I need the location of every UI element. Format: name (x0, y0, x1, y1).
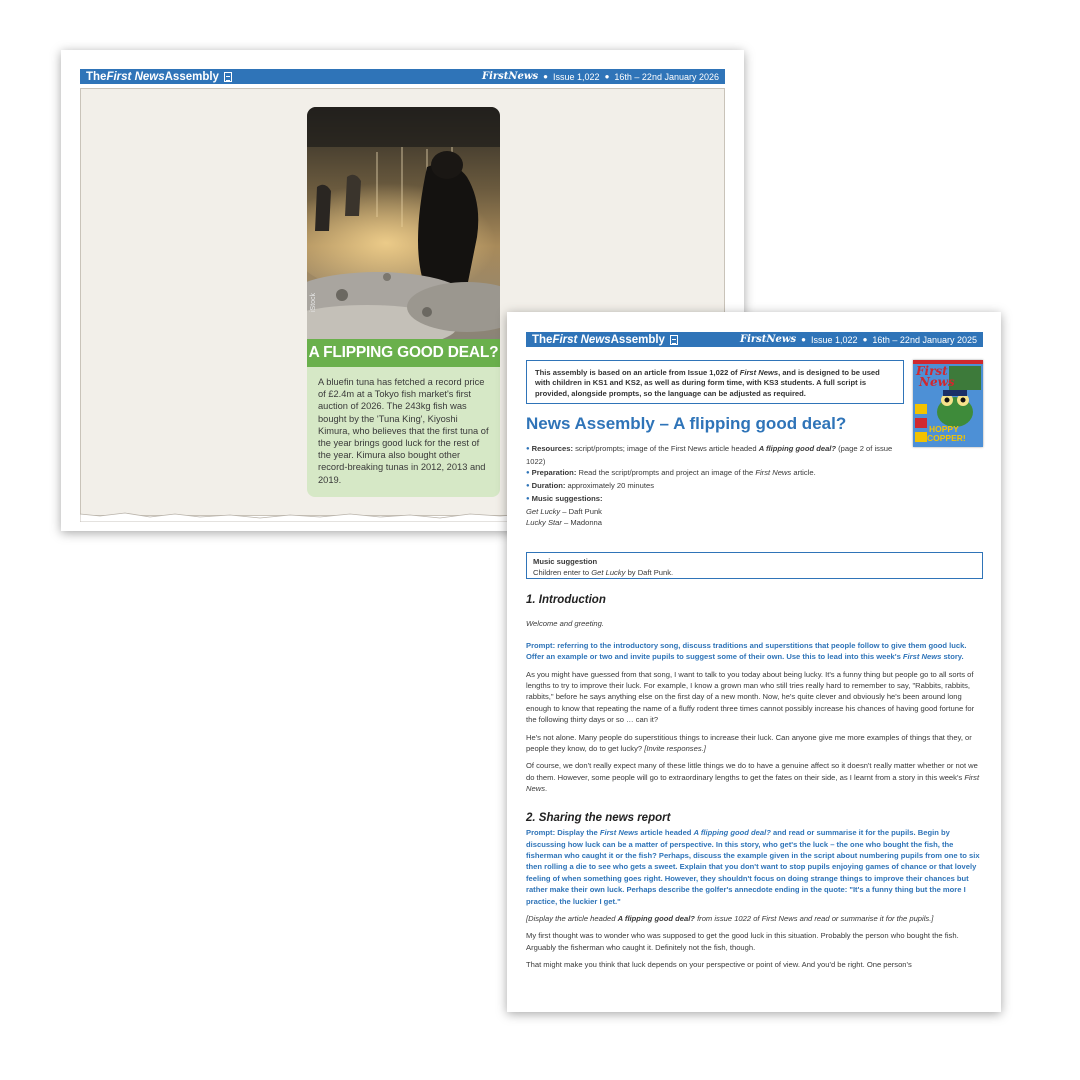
bullet-dot: ● (862, 335, 868, 344)
issue-number: Issue 1,022 (811, 334, 858, 345)
prompt-text: Prompt: Display the (526, 828, 600, 838)
prompt-news-report (526, 827, 986, 907)
music-box-text (533, 567, 976, 578)
intro-italic: First News (739, 368, 779, 377)
page-title: News Assembly – A flipping good deal? (526, 414, 847, 433)
issue-dates: 16th – 22nd January 2026 (614, 71, 719, 82)
welcome-text: Welcome and greeting. (526, 619, 604, 629)
music-label: Music suggestions: (531, 493, 603, 503)
title-italic: First News (552, 333, 611, 346)
script-paragraph: My first thought was to wonder who was supposed to get the good luck in this situation. Probably the person who bought the fish. Arguably the fisherman who caught it. Definitely not the fish, though. (526, 931, 959, 952)
assembly-script (526, 595, 986, 977)
prompt-text-3: and read or summarise it for the pupils. Begin by discussing how luck can be a matter of perspective. In this story, who get's the luck – the one who bought the fish, the fisherman who caught it or the fish? Perhaps, discuss the example given in the script about numbering pupils from one to six then rolling a die to see who gets a sweet. Explain that you don't want to stop pupils enjoying games of chance or that lovely feeling of when something goes right. However, they shouldn't focus on doing strange things to improve their chances but rather make their own luck. Perhaps describe the golfer's annecdote ending in the quote: "It's a funny thing but the more I practice, the luckier I get." (526, 828, 980, 906)
preparation-label: Preparation: (531, 468, 577, 478)
resources-text: script/prompts; image of the First News article headed (573, 444, 759, 453)
music-suggestion-box (526, 552, 983, 579)
preparation-italic: First News (755, 468, 792, 478)
title-post: Assembly (610, 333, 665, 346)
article-headline: A FLIPPING GOOD DEAL? (307, 339, 500, 367)
prompt-introduction (526, 640, 986, 663)
stage-direction-display (526, 913, 986, 924)
brand-name: FirstNews (740, 334, 797, 345)
cover-headline-2: COPPER! (927, 433, 966, 443)
direction-text: [Display the article headed (526, 913, 618, 923)
song-artist: – Daft Punk (560, 506, 602, 516)
music-box-label: Music suggestion (533, 557, 598, 566)
preparation-tail: article. (791, 468, 816, 478)
paragraph-text: He's not alone. Many people do superstitious things to increase their luck. Can anyone give me more examples of things that they, or people they know, do to get lucky? (526, 732, 972, 754)
direction-tail: from issue 1022 of First News and read or summarise it for the pupils.] (694, 913, 934, 923)
section-heading-introduction: 1. Introduction (526, 594, 606, 606)
title-pre: The (532, 333, 553, 346)
header-title (86, 71, 232, 83)
paragraph-italic: First News (526, 772, 980, 794)
brand-name: FirstNews (482, 71, 539, 82)
resources-line (526, 443, 904, 467)
header-meta (482, 71, 719, 82)
script-paragraph: That might make you think that luck depends on your perspective or point of view. And you'd be right. One person's (526, 960, 912, 970)
song-title: Get Lucky (526, 506, 561, 516)
back-page-header (80, 69, 725, 84)
resources-label: Resources: (531, 444, 573, 453)
cover-masthead: First (916, 364, 948, 378)
intro-text: This assembly is based on an article from Issue 1,022 of (535, 368, 740, 377)
article-story (307, 367, 500, 497)
prompt-italic: First News (599, 828, 639, 838)
song-title: Lucky Star (526, 518, 562, 528)
prompt-italic-2: A flipping good deal? (693, 828, 771, 838)
intro-text-2: , and is designed to be used with children in KS1 and KS2, as well as during form time, with KS3 students. A full script is provided, alongside prompts, so the language can be adjusted as required. (535, 368, 880, 398)
music-text: Children enter to (533, 568, 592, 577)
prompt-tail: story. (941, 652, 964, 662)
section-heading-news-report: 2. Sharing the news report (526, 811, 671, 824)
preparation-text: Read the script/prompts and project an image of the (576, 468, 756, 478)
cover-masthead-2: News (919, 375, 955, 389)
script-paragraph (526, 732, 986, 755)
bullet-dot: ● (543, 72, 549, 81)
preparation-line (526, 467, 904, 480)
bullet-dot: ● (801, 335, 807, 344)
paragraph-text: Of course, we don't really expect many of these little things we do to have a genuine affect so it doesn't really matter whether or not we do them. However, some people will go to extraordinary lengths to get the fates on their side, as I learnt from a story in this week's (526, 761, 978, 782)
direction-bold: A flipping good deal? (617, 913, 695, 923)
duration-text: approximately 20 minutes (565, 481, 655, 491)
issue-dates: 16th – 22nd January 2025 (872, 334, 977, 345)
title-pre: The (86, 70, 107, 83)
prompt-italic: First News (902, 652, 942, 662)
assembly-script-sheet (507, 312, 1001, 1012)
paragraph-tail: . (545, 784, 548, 794)
resources-article: A flipping good deal? (758, 444, 837, 453)
cover-headline: HOPPY (929, 424, 959, 434)
prompt-text-2: article headed (638, 828, 694, 838)
title-italic: First News (106, 70, 165, 83)
newspaper-cover-thumbnail (913, 360, 983, 447)
title-post: Assembly (164, 70, 219, 83)
song-artist: – Madonna (561, 518, 602, 528)
assembly-details (526, 443, 904, 529)
song-1 (526, 506, 904, 518)
script-paragraph (526, 760, 986, 794)
document-icon (224, 72, 232, 82)
music-line (526, 493, 904, 506)
stage-direction: [Invite responses.] (644, 744, 706, 754)
bullet-dot: ● (604, 72, 610, 81)
script-paragraph: As you might have guessed from that song, I want to talk to you today about being lucky. It's a funny thing but people go to all sorts of lengths to try to improve their luck. For example, I know a grown man who still tries really hard to remember to say, "Rabbits, rabbits, rabbits," before he says anything else on the first day of a new month. Now, he's quite clever and obviously he's been around long enough to know that repeating the name of a fluffy rodent three times cannot possibly increase his chances of having good fortune for the following thirty days or so … can it? (526, 669, 975, 725)
document-icon (670, 335, 678, 345)
music-text-2: by Daft Punk. (625, 568, 674, 577)
issue-number: Issue 1,022 (553, 71, 600, 82)
tuna-market-photo (307, 107, 500, 339)
front-page-header (526, 332, 983, 347)
header-meta (740, 334, 977, 345)
photo-credit: iStock (310, 292, 317, 312)
story-text: A bluefin tuna has fetched a record price of £2.4m at a Tokyo fish market's first auction of 2026. The 243kg fish was bought by the 'Tuna King', Kiyoshi Kimura, who believes that the first tuna of the year brings good luck for the rest of the year. Kimura also bought other record-breaking tunas in 2012, 2013 and 2019. (318, 377, 489, 485)
resources-tail: (page 2 of issue 1022) (526, 444, 893, 466)
prompt-text: Prompt: referring to the introductory song, discuss traditions and superstitions that people follow to give them good luck. Offer an example or two and invite pupils to suggest some of their own. Use this to lead into this week's (526, 640, 967, 662)
intro-box (526, 360, 904, 404)
music-song: Get Lucky (591, 568, 626, 577)
header-title (532, 334, 678, 346)
duration-line (526, 480, 904, 493)
song-2 (526, 517, 904, 529)
duration-label: Duration: (531, 481, 566, 491)
